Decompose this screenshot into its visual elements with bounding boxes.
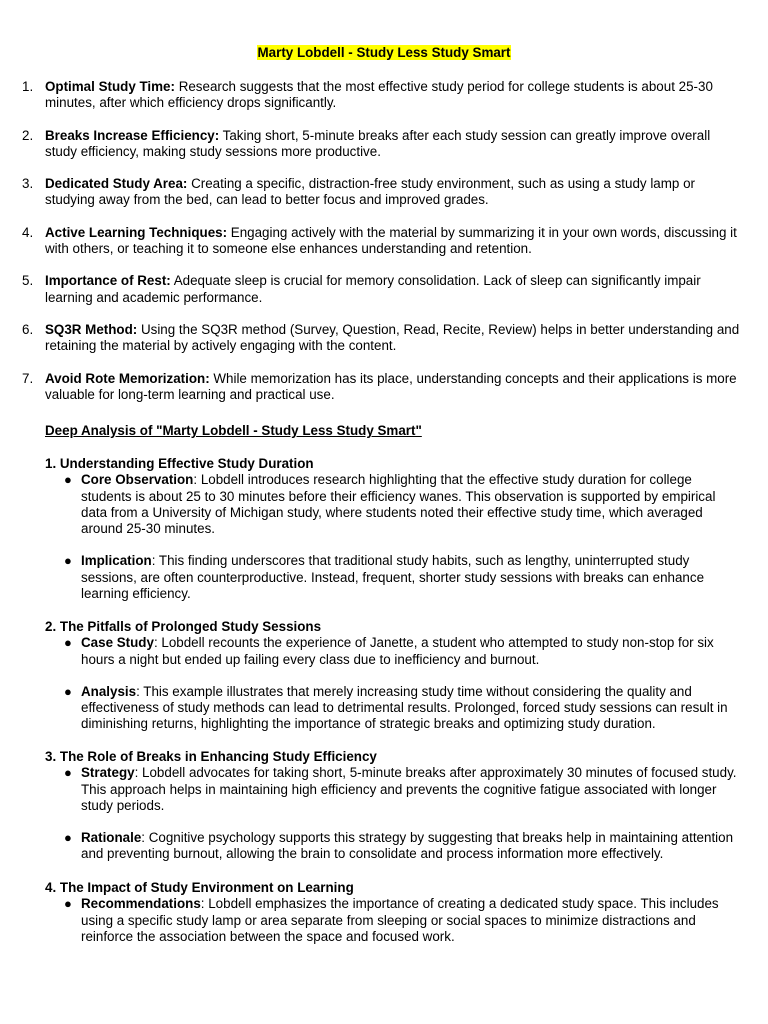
bullet-icon: ● bbox=[64, 553, 72, 569]
bullet-item bbox=[0, 684, 768, 733]
item-number: 2. bbox=[22, 127, 34, 143]
item-number: 4. bbox=[22, 224, 34, 240]
bullet-icon: ● bbox=[64, 896, 72, 912]
bullet-text: : Lobdell introduces research highlighting that the effective study duration for college students is about 25 to 30 minutes before their efficiency wanes. This observation is supported by empirical data from a University of Michigan study, where students noted their effective study time, which averaged around 25-30 minutes. bbox=[81, 472, 716, 537]
list-item bbox=[0, 79, 768, 112]
analysis-heading: Deep Analysis of "Marty Lobdell - Study Less Study Smart" bbox=[45, 423, 422, 438]
bullet-item bbox=[0, 896, 768, 945]
item-number: 7. bbox=[22, 370, 34, 386]
bullet-item bbox=[0, 553, 768, 602]
analysis-section bbox=[0, 880, 768, 945]
bullet-list bbox=[0, 896, 768, 945]
bullet-list bbox=[0, 472, 768, 602]
analysis-section bbox=[0, 619, 768, 733]
analysis-section bbox=[0, 456, 768, 602]
list-item bbox=[0, 273, 768, 306]
item-number: 6. bbox=[22, 321, 34, 337]
bullet-term: Strategy bbox=[81, 765, 135, 781]
bullet-list bbox=[0, 765, 768, 862]
bullet-term: Implication bbox=[81, 553, 152, 569]
list-item bbox=[0, 225, 768, 258]
section-heading: 1. Understanding Effective Study Duration bbox=[45, 456, 314, 471]
item-term: Optimal Study Time: bbox=[45, 79, 175, 94]
bullet-item bbox=[0, 635, 768, 668]
bullet-text: : Lobdell recounts the experience of Janette, a student who attempted to study non-stop for six hours a night but ended up failing every class due to inefficiency and burnout. bbox=[81, 635, 714, 667]
item-term: Breaks Increase Efficiency: bbox=[45, 127, 220, 143]
list-item bbox=[0, 176, 768, 209]
bullet-text: : Lobdell advocates for taking short, 5-minute breaks after approximately 30 minutes of focused study. This approach helps in maintaining high efficiency and prevents the cognitive fatigue associated with longer study periods. bbox=[81, 765, 737, 813]
bullet-term: Analysis bbox=[81, 683, 137, 699]
bullet-text: : Cognitive psychology supports this strategy by suggesting that breaks help in maintaining attention and preventing burnout, allowing the brain to consolidate and process information more effectively. bbox=[81, 830, 734, 862]
bullet-term: Case Study bbox=[81, 635, 154, 651]
bullet-icon: ● bbox=[64, 683, 72, 699]
analysis-section bbox=[0, 749, 768, 863]
bullet-text: : This example illustrates that merely increasing study time without considering the quality and effectiveness of study methods can lead to detrimental results. Prolonged, forced study sessions can result in diminishing returns, highlighting the importance of strategic breaks and optimizing study duration. bbox=[81, 683, 728, 732]
item-text: Using the SQ3R method (Survey, Question, Read, Recite, Review) helps in better understanding and retaining the material by actively engaging with the content. bbox=[45, 321, 740, 354]
section-heading: 4. The Impact of Study Environment on Learning bbox=[45, 880, 354, 895]
item-text: Research suggests that the most effective study period for college students is about 25-30 minutes, after which efficiency drops significantly. bbox=[45, 79, 713, 111]
section-heading: 3. The Role of Breaks in Enhancing Study Efficiency bbox=[45, 749, 377, 764]
item-text: Taking short, 5-minute breaks after each study session can greatly improve overall study efficiency, making study sessions more productive. bbox=[45, 127, 711, 159]
bullet-term: Recommendations bbox=[81, 896, 201, 912]
list-item bbox=[0, 371, 768, 404]
bullet-text: : Lobdell emphasizes the importance of creating a dedicated study space. This includes using a specific study lamp or area separate from sleeping or social spaces to minimize distractions and reinforce the association between the space and focused work. bbox=[81, 896, 719, 944]
bullet-text: : This finding underscores that traditional study habits, such as lengthy, uninterrupted study sessions, are often counterproductive. Instead, frequent, shorter study sessions with breaks can enhance learning efficiency. bbox=[81, 553, 705, 602]
item-text: Engaging actively with the material by summarizing it in your own words, discussing it with others, or teaching it to someone else enhances understanding and retention. bbox=[45, 224, 737, 257]
title-row bbox=[0, 45, 768, 61]
item-text: While memorization has its place, understanding concepts and their applications is more valuable for long-term learning and practical use. bbox=[45, 370, 737, 402]
item-text: Creating a specific, distraction-free study environment, such as using a study lamp or studying away from the bed, can lead to better focus and improved grades. bbox=[45, 176, 695, 208]
bullet-item bbox=[0, 830, 768, 863]
item-text: Adequate sleep is crucial for memory consolidation. Lack of sleep can significantly impair learning and academic performance. bbox=[45, 273, 701, 305]
item-number: 3. bbox=[22, 176, 34, 192]
section-heading: 2. The Pitfalls of Prolonged Study Sessions bbox=[45, 619, 322, 634]
bullet-term: Core Observation bbox=[81, 472, 194, 488]
bullet-list bbox=[0, 635, 768, 732]
item-term: SQ3R Method: bbox=[45, 321, 138, 337]
list-item bbox=[0, 128, 768, 161]
list-item bbox=[0, 322, 768, 355]
item-term: Avoid Rote Memorization: bbox=[45, 370, 210, 386]
bullet-icon: ● bbox=[64, 472, 72, 488]
item-term: Active Learning Techniques: bbox=[45, 224, 228, 240]
bullet-icon: ● bbox=[64, 635, 72, 651]
key-points-list bbox=[0, 79, 768, 419]
bullet-item bbox=[0, 765, 768, 814]
item-number: 1. bbox=[22, 79, 34, 94]
item-term: Dedicated Study Area: bbox=[45, 176, 188, 192]
document-title: Marty Lobdell - Study Less Study Smart bbox=[257, 45, 511, 60]
bullet-item bbox=[0, 472, 768, 537]
bullet-icon: ● bbox=[64, 765, 72, 781]
item-number: 5. bbox=[22, 273, 34, 289]
bullet-term: Rationale bbox=[81, 830, 142, 846]
item-term: Importance of Rest: bbox=[45, 273, 171, 289]
bullet-icon: ● bbox=[64, 830, 72, 846]
